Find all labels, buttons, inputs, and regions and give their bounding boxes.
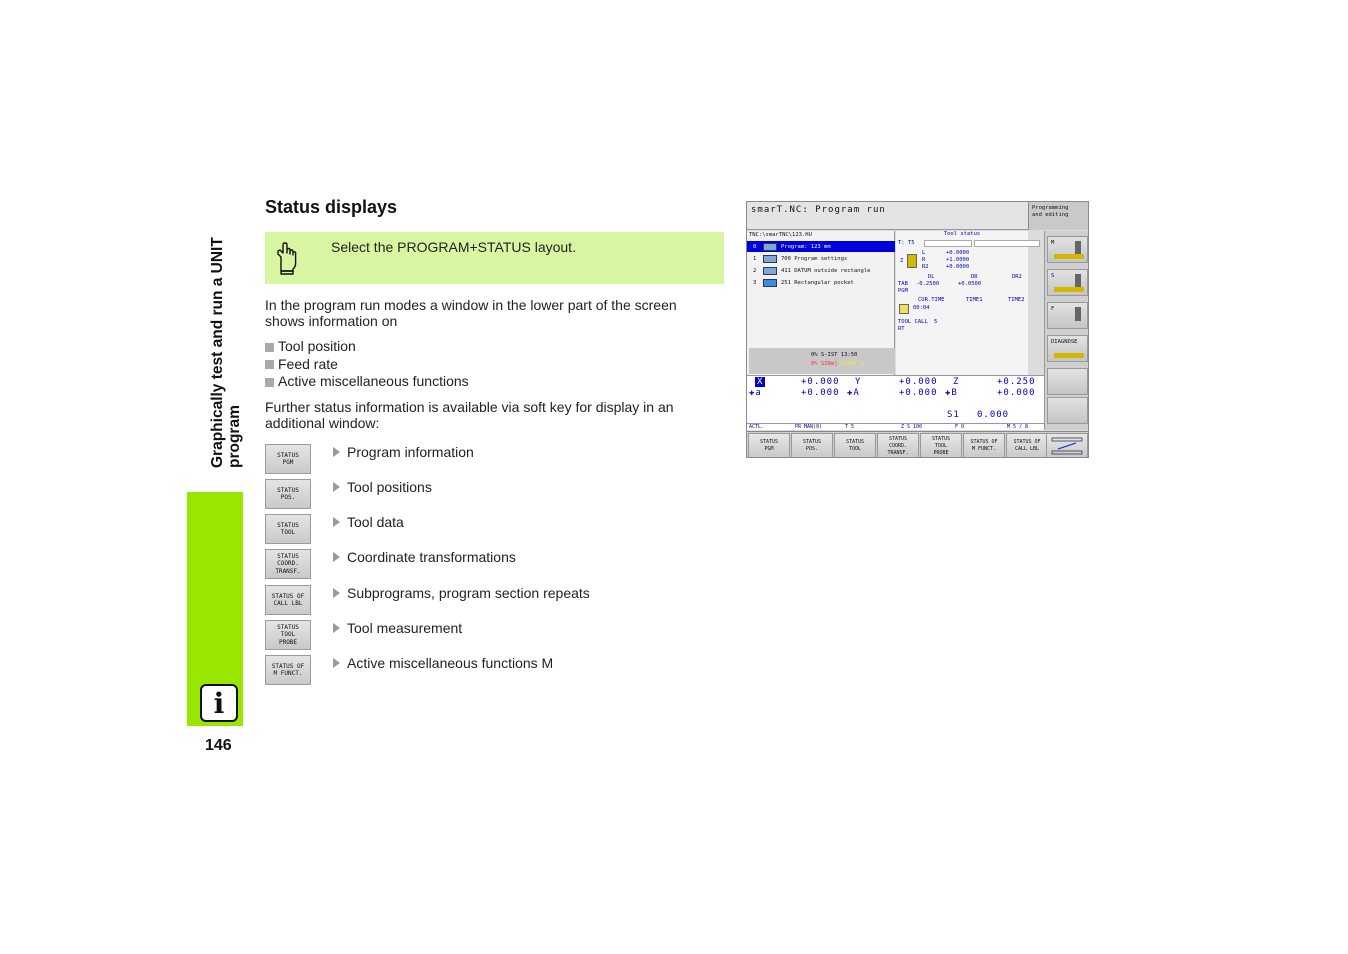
note-text: Select the PROGRAM+STATUS layout. — [331, 239, 576, 255]
pocket-icon — [763, 279, 777, 287]
bullet-item: Tool position — [265, 338, 469, 356]
tree-item[interactable]: 2 411 DATUM outside rectangle — [753, 267, 871, 274]
softkey-row — [265, 620, 665, 650]
tnc-title: smarT.NC: Program run — [751, 205, 886, 215]
row-switch-icon — [1050, 436, 1084, 456]
axis-b-value: +0.000 — [997, 388, 1036, 398]
softkey-description: Coordinate transformations — [333, 549, 516, 565]
softkey-description: Tool positions — [333, 479, 432, 495]
spindle-value: 0.000 — [977, 410, 1010, 420]
column-label: CUR.TIME — [918, 297, 945, 303]
status-call-lbl-softkey[interactable]: STATUS OF CALL LBL — [265, 585, 311, 615]
side-key-empty[interactable] — [1047, 368, 1088, 395]
field-label: L — [922, 250, 926, 256]
field-value: +1.0000 — [946, 257, 970, 263]
arrow-icon — [333, 552, 340, 562]
bullet-item: Active miscellaneous functions — [265, 373, 469, 391]
spindle-icon — [1075, 241, 1081, 255]
field-box — [924, 240, 972, 247]
settings-icon — [763, 255, 777, 263]
axis-aa-label: ✚A — [847, 388, 860, 398]
arrow-icon — [333, 588, 340, 598]
bottom-softkey-bar — [747, 431, 1089, 458]
tree-item[interactable]: 1 700 Program settings — [753, 255, 848, 262]
program-icon — [763, 243, 777, 251]
intro-paragraph: In the program run modes a window in the lower part of the screen shows information on — [265, 297, 677, 329]
status-tool-probe-softkey[interactable]: STATUS TOOL PROBE — [265, 620, 311, 650]
position-display — [747, 375, 1044, 423]
tnc-softkey[interactable]: STATUS OF M FUNCT. — [963, 433, 1005, 458]
axis-aa-value: +0.000 — [899, 388, 938, 398]
tool-status-header: Tool status — [943, 231, 981, 237]
field-label: R2 — [922, 264, 929, 270]
tree-item[interactable]: 3 251 Rectangular pocket — [753, 279, 854, 286]
softkey-row — [265, 549, 665, 579]
further-paragraph: Further status information is available via soft key for display in an additional window: — [265, 399, 674, 431]
status-coord-transf-softkey[interactable]: STATUS COORD. TRANSF. — [265, 549, 311, 579]
tool-icon — [907, 254, 917, 268]
tree-item[interactable]: 0 Program: 123 mm — [747, 241, 895, 252]
side-key-empty[interactable] — [1047, 397, 1088, 424]
column-label: TIME2 — [1008, 297, 1025, 303]
datum-icon — [763, 267, 777, 275]
tool-number: T: T5 — [898, 240, 915, 246]
spindle-icon — [1075, 274, 1081, 288]
axis-y-value: +0.000 — [899, 377, 938, 387]
softkey-description: Subprograms, program section repeats — [333, 585, 590, 601]
arrow-icon — [333, 482, 340, 492]
chapter-title: Graphically test and run a UNIT program — [209, 237, 243, 468]
axis-b-label: ✚B — [945, 388, 958, 398]
softkey-description: Active miscellaneous functions M — [333, 655, 553, 671]
softkey-row-switch-icon[interactable] — [1046, 433, 1088, 458]
axis-x-value: +0.000 — [801, 377, 840, 387]
section-heading: Status displays — [265, 197, 398, 217]
softkey-row — [265, 585, 665, 615]
tnc-softkey[interactable]: STATUS COORD. TRANSF. — [877, 433, 919, 458]
axis-y-label: Y — [855, 377, 862, 387]
field-box — [974, 240, 1040, 247]
feed-icon — [1075, 307, 1081, 321]
tnc-softkey[interactable]: STATUS OF CALL LBL — [1006, 433, 1048, 458]
column-label: TIME1 — [966, 297, 983, 303]
side-softkeys — [1044, 231, 1089, 430]
program-path: TNC:\smarTNC\123.HU — [749, 232, 812, 238]
tnc-softkey[interactable]: STATUS PGM — [748, 433, 790, 458]
axis-z-value: +0.250 — [997, 377, 1036, 387]
column-label: DR — [971, 274, 978, 280]
bullet-item: Feed rate — [265, 356, 469, 374]
status-line: ACTL. PR MAN(0) T 5 Z S 100 F 0 M 5 / 8 — [747, 423, 1044, 430]
tnc-header — [747, 202, 1028, 230]
spindle-label: S1 — [947, 410, 960, 420]
program-tree-panel — [747, 231, 895, 375]
softkey-description: Program information — [333, 444, 474, 460]
pointing-hand-icon — [275, 241, 299, 275]
side-key-m[interactable]: M — [1047, 236, 1088, 263]
note-box — [265, 232, 724, 284]
axis-label: Z — [900, 258, 904, 264]
side-key-s[interactable]: S — [1047, 269, 1088, 296]
row-label: TOOL CALL — [898, 319, 928, 325]
feed-status: 0% S-IST 13:50 0% SINm] LIMIT 1 — [749, 348, 895, 374]
tnc-mode-indicator: Programming and editing — [1028, 202, 1089, 230]
arrow-icon — [333, 447, 340, 457]
axis-a-label: ✚a — [749, 388, 762, 398]
status-m-funct-softkey[interactable]: STATUS OF M FUNCT. — [265, 655, 311, 685]
bullet-list — [265, 338, 469, 391]
field-value: +0.0500 — [958, 281, 982, 287]
softkey-description: Tool data — [333, 514, 404, 530]
softkey-row — [265, 444, 665, 474]
status-tool-softkey[interactable]: STATUS TOOL — [265, 514, 311, 544]
tnc-softkey[interactable]: STATUS TOOL — [834, 433, 876, 458]
softkey-row — [265, 514, 665, 544]
field-value: 00:04 — [913, 305, 930, 311]
clock-icon — [899, 304, 909, 314]
column-label: DL — [928, 274, 935, 280]
tool-status-panel — [896, 231, 1028, 375]
column-label: DR2 — [1012, 274, 1022, 280]
softkey-description: Tool measurement — [333, 620, 462, 636]
status-pos-softkey[interactable]: STATUS POS. — [265, 479, 311, 509]
axis-z-label: Z — [953, 377, 960, 387]
field-value: -0.2500 — [916, 281, 940, 287]
softkey-row — [265, 479, 665, 509]
row-label: PGM — [898, 288, 908, 294]
tnc-softkey[interactable]: STATUS TOOL PROBE — [920, 433, 962, 458]
side-key-diagnose[interactable]: DIAGNOSE — [1047, 335, 1088, 362]
tnc-softkey[interactable]: STATUS POS. — [791, 433, 833, 458]
status-pgm-softkey[interactable]: STATUS PGM — [265, 444, 311, 474]
field-value: +0.0000 — [946, 250, 970, 256]
field-value: 5 — [934, 319, 938, 325]
arrow-icon — [333, 658, 340, 668]
arrow-icon — [333, 623, 340, 633]
field-label: R — [922, 257, 926, 263]
side-key-f[interactable]: F — [1047, 302, 1088, 329]
arrow-icon — [333, 517, 340, 527]
row-label: TAB — [898, 281, 908, 287]
axis-x-label: X — [757, 377, 764, 387]
softkey-row — [265, 655, 665, 685]
field-value: +0.0000 — [946, 264, 970, 270]
info-icon: i — [200, 684, 238, 722]
row-label: RT — [898, 326, 905, 332]
page-number: 146 — [205, 737, 232, 754]
axis-a-value: +0.000 — [801, 388, 840, 398]
tnc-screen — [746, 201, 1089, 458]
